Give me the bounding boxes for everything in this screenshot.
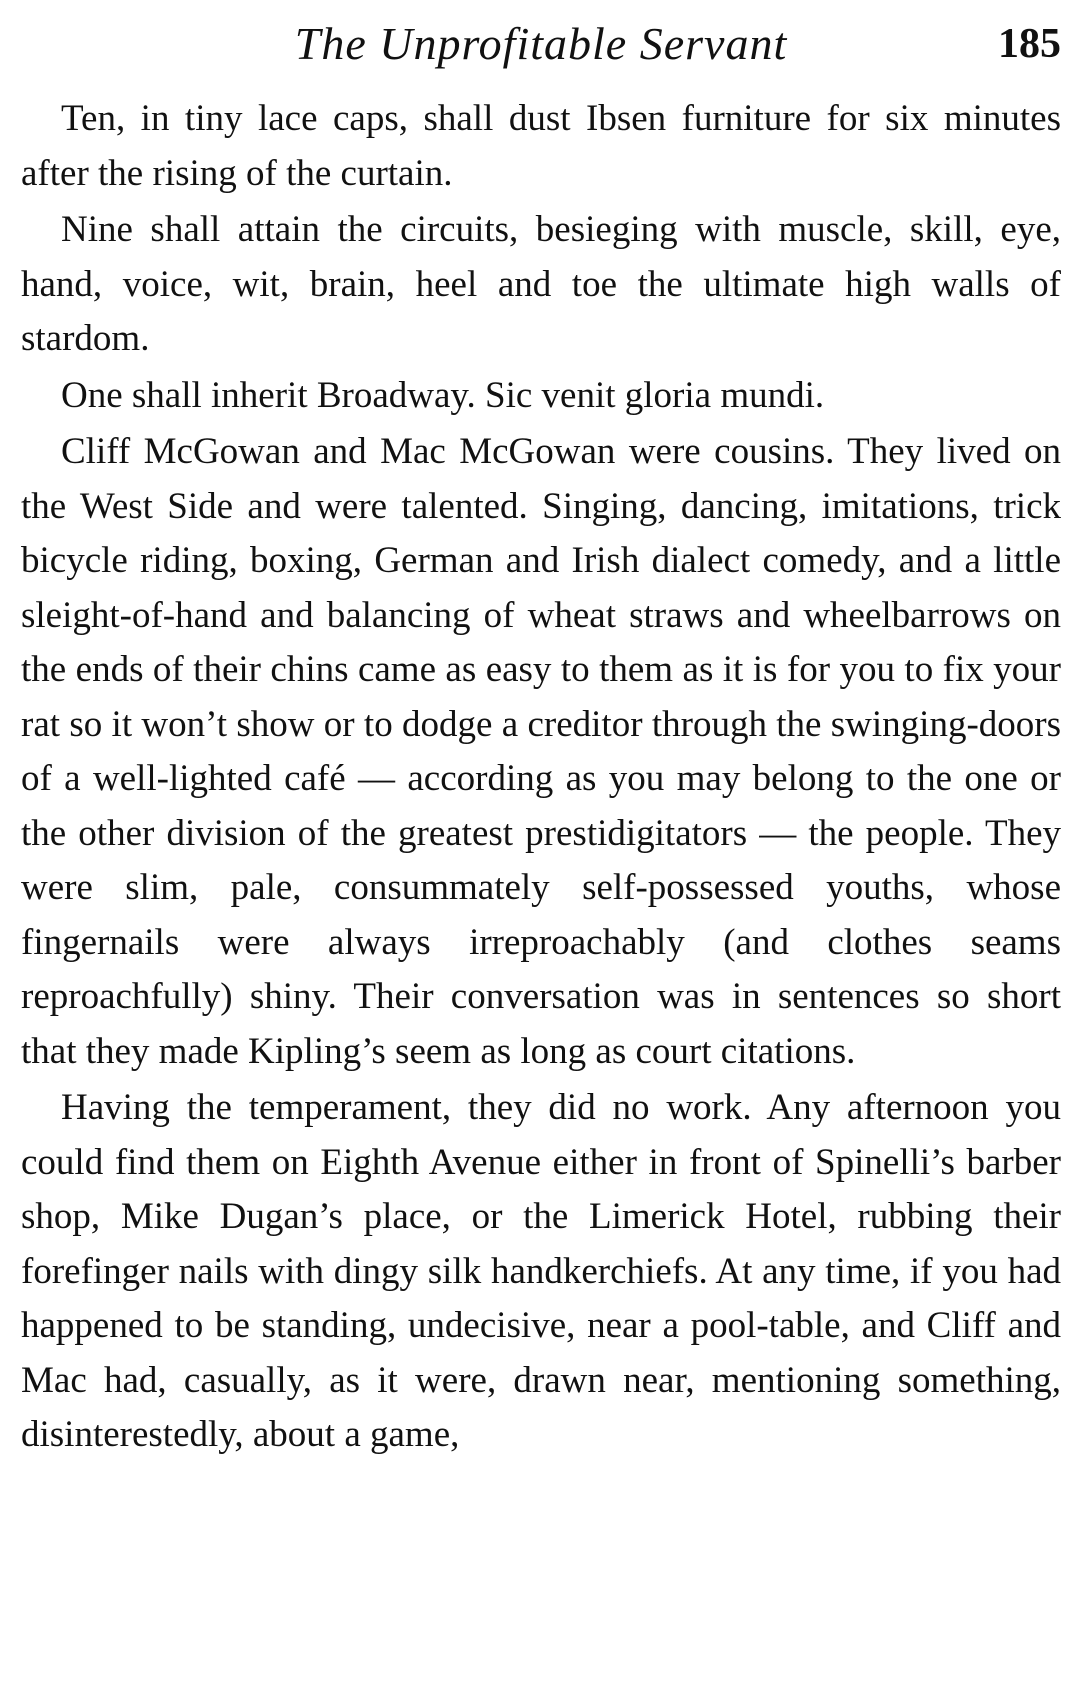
paragraph-2: Nine shall attain the circuits, besieging with muscle, skill, eye, hand, voice, wit, brain, heel and toe the ultimate high walls of stardom. [21, 209, 1061, 359]
body-text [21, 92, 1061, 1463]
paragraph-3: One shall inherit Broadway. Sic venit gloria mundi. [61, 374, 825, 416]
paragraph-4: Cliff McGowan and Mac McGowan were cousins. They lived on the West Side and were talented. Singing, dancing, imitations, trick bicycle riding, boxing, German and Irish dialect comedy, and a little sleight-of-hand and balancing of wheat straws and wheelbarrows on the ends of their chins came as easy to them as it is for you to fix your rat so it won’t show or to dodge a creditor through the swinging-doors of a well-lighted café — according as you may belong to the one or the other division of the greatest prestidigitators — the people. They were slim, pale, consummately self-possessed youths, whose fingernails were always irreproachably (and clothes seams reproachfully) shiny. Their conversation was in sentences so short that they made Kipling’s seem as long as court citations. [21, 431, 1061, 1072]
running-title: The Unprofitable Servant [294, 18, 788, 69]
paragraph-5: Having the temperament, they did no work. Any afternoon you could find them on Eighth Avenue either in front of Spinelli’s barber shop, Mike Dugan’s place, or the Limerick Hotel, rubbing their forefinger nails with dingy silk handkerchiefs. At any time, if you had happened to be standing, undecisive, near a pool-table, and Cliff and Mac had, casually, as it were, drawn near, mentioning something, disinterestedly, about a game, [21, 1087, 1061, 1455]
paragraph-1: Ten, in tiny lace caps, shall dust Ibsen furniture for six minutes after the rising of the curtain. [21, 98, 1061, 194]
book-page [21, 14, 1061, 1684]
running-head [21, 14, 1061, 74]
page-number: 185 [998, 21, 1061, 67]
